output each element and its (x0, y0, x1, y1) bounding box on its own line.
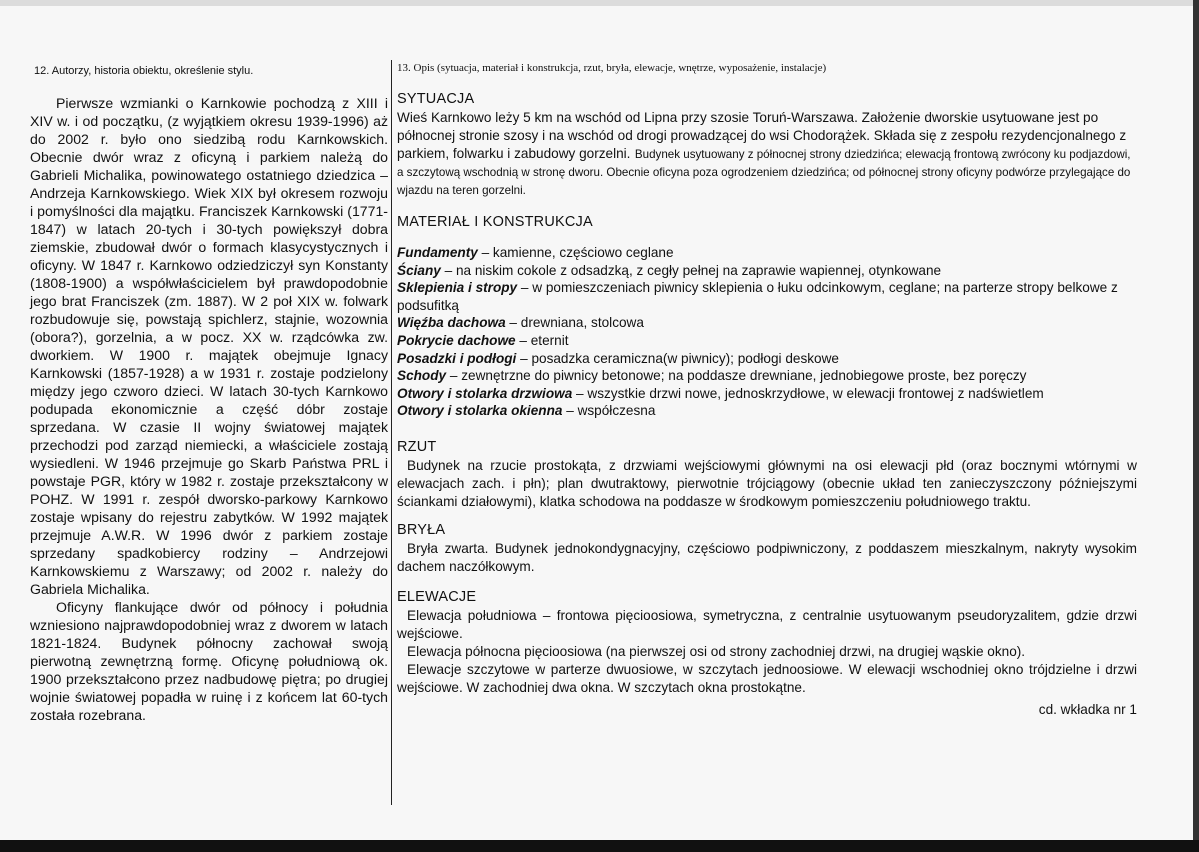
history-paragraph-1: Pierwsze wzmianki o Karnkowie pochodzą z XIII i XIV w. i od początku, (z wyjątkiem okresu 1939-1996) aż do 2002 r. było ono siedzibą rodu Karnkowskich. Obecnie dwór wraz z oficyną i parkiem należą do Gabrieli Michalika, powinowatego ostatniego dziedzica – Andrzeja Karnkowskiego. Wiek XIX był okresem rozwoju i pomyślności dla majątku. Franciszek Karnkowski (1771-1847) w latach 20-tych i 30-tych powiększył dobra ziemskie, zbudował dwór o formach klasycystycznych i oficyny. W 1847 r. Karnkowo odziedziczył syn Konstanty (1808-1900) a współwłaścicielem był prawdopodobnie jego brat Franciszek (zm. 1887). W 2 poł XIX w. folwark rozbudowuje się, powstają spichlerz, stajnie, wozownia (obora?), gorzelnia, a w pocz. XX w. rządcówka zw. dworkiem. W 1900 r. majątek obejmuje Ignacy Karnkowski (1857-1928) a w 1931 r. zostaje podzielony między jego czworo dzieci. W latach 30-tych Karnkowo podupada ekonomicznie a część dóbr zostaje sprzedana. W czasie II wojny światowej majątek przechodzi pod zarząd niemiecki, a właściciele zostają wysiedleni. W 1946 przejmuje go Skarb Państwa PRL i powstaje PGR, który w 1982 r. zostaje przekształcony w POHZ. W 1991 r. zespół dworsko-parkowy Karnkowo zostaje wpisany do rejestru zabytków. W 1992 majątek przejmuje A.W.R. W 1996 dwór z parkiem zostaje sprzedany spadkobiercy rodziny – Andrzejowi Karnkowskiemu z Warszawy; od 2002 r. należy do Gabriela Michalika. (30, 95, 388, 597)
material-item (397, 314, 1137, 332)
elewacje-section (397, 588, 1137, 697)
material-item-text: – w pomieszczeniach piwnicy sklepienia o łuku odcinkowym, ceglane; na parterze stropy belkowe z podsufitką (397, 280, 1118, 313)
elewacje-paragraph-1: Elewacja południowa – frontowa pięcioosiowa, symetryczna, z centralnie usytuowanym pseudoryzalitem, gdzie drzwi wejściowe. (397, 607, 1137, 641)
material-item (397, 244, 1137, 262)
section-12-header: 12. Autorzy, historia obiektu, określenie stylu. (34, 65, 254, 77)
scan-right-edge (1193, 0, 1199, 852)
bryla-text: Bryła zwarta. Budynek jednokondygnacyjny, częściowo podpiwniczony, z poddaszem mieszkalnym, nakryty wysokim dachem naczółkowym. (397, 540, 1137, 574)
material-section (397, 213, 1137, 420)
material-item-label: Sklepienia i stropy (397, 280, 518, 296)
material-title: MATERIAŁ I KONSTRUKCJA (397, 214, 593, 230)
material-item-text: – zewnętrzne do piwnicy betonowe; na poddasze drewniane, jednobiegowe proste, bez poręczy (446, 368, 1027, 384)
section-13-header: 13. Opis (sytuacja, materiał i konstrukcja, rzut, bryła, elewacje, wnętrze, wyposażenie, instalacje) (397, 62, 827, 74)
material-item (397, 385, 1137, 403)
material-item-text: – współczesna (562, 403, 656, 419)
material-item-label: Schody (397, 368, 447, 384)
material-item-label: Więźba dachowa (397, 315, 506, 331)
history-paragraph-2: Oficyny flankujące dwór od północy i południa wzniesiono najprawdopodobniej wraz z dworem w latach 1821-1824. Budynek północny zachował swoją pierwotną zewnętrzną formę. Oficynę południową ok. 1900 przekształcono przez nadbudowę piętra; po drugiej wojnie światowej popadła w ruinę i z końcem lat 60-tych została rozebrana. (30, 599, 388, 723)
material-item (397, 402, 1137, 420)
material-item-label: Pokrycie dachowe (397, 332, 516, 348)
scan-top-edge (0, 0, 1199, 6)
material-item-text: – posadzka ceramiczna(w piwnicy); podłogi deskowe (516, 350, 839, 366)
column-divider (391, 60, 392, 805)
material-item-label: Fundamenty (397, 245, 478, 260)
material-item-label: Otwory i stolarka okienna (397, 403, 563, 419)
material-item (397, 350, 1137, 368)
material-item-text: – drewniana, stolcowa (505, 315, 644, 331)
sytuacja-building-text: Budynek usytuowany z północnej strony dziedzińca; elewacją frontową zwrócony ku podjazdowi, a szczytową wschodnią w stronę dworu. Obecnie oficyna poza ogrodzeniem dziedzińca; od północnej strony oficyny podwórze przylegające do wjazdu na teren gorzelni. (397, 148, 1131, 197)
continuation-note: cd. wkładka nr 1 (1038, 701, 1137, 717)
material-item-text: – wszystkie drzwi nowe, jednoskrzydłowe, w elewacji frontowej z nadświetlem (572, 385, 1044, 401)
history-column (30, 60, 388, 724)
material-item-text: – na niskim cokole z odsadzką, z cegły pełnej na zaprawie wapiennej, otynkowane (440, 262, 942, 278)
material-item-label: Ściany (397, 262, 441, 278)
elewacje-paragraph-2: Elewacja północna pięcioosiowa (na pierwszej osi od strony zachodniej drzwi, na drugiej wąskie okno). (407, 643, 1026, 659)
sytuacja-text: Wieś Karnkowo leży 5 km na wschód od Lipna przy szosie Toruń-Warszawa. Założenie dworskie usytuowane jest po północnej stronie szosy i na wschód od drogi prowadzącej do wsi Chodorążek. Składa się z zespołu rezydencjonalnego z parkiem, folwarku i zabudowy gorzelni. (397, 110, 1127, 161)
history-text (30, 94, 388, 724)
elewacje-paragraph-3: Elewacje szczytowe w parterze dwuosiowe, w szczytach jednoosiowe. W elewacji wschodniej okno trójdzielne i drzwi wejściowe. W zachodniej dwa okna. W szczytach okna prostokątne. (397, 661, 1137, 695)
bryla-title: BRYŁA (397, 521, 446, 538)
material-list (397, 244, 1137, 420)
rzut-title: RZUT (397, 438, 437, 455)
bryla-section (397, 521, 1137, 576)
material-item-label: Posadzki i podłogi (397, 350, 517, 366)
material-item-text: – kamienne, częściowo ceglane (477, 245, 674, 260)
material-item (397, 262, 1137, 280)
description-column (397, 60, 1137, 719)
material-item-text: – eternit (515, 332, 569, 348)
material-item (397, 367, 1137, 385)
sytuacja-title: SYTUACJA (397, 91, 475, 107)
rzut-text: Budynek na rzucie prostokąta, z drzwiami wejściowymi głównymi na osi elewacji płd (oraz bocznymi wtórnymi w elewacjach zach. i płn); plan dwutraktowy, pierwotnie trójciągowy (obecnie układ ten zanieczyszczony późniejszymi ściankami działowymi), klatka schodowa na poddasze w środkowym pomieszczeniu południowego traktu. (397, 457, 1137, 509)
elewacje-title: ELEWACJE (397, 588, 477, 605)
material-item (397, 279, 1137, 314)
sytuacja-section (397, 90, 1137, 199)
material-item (397, 332, 1137, 350)
rzut-section (397, 438, 1137, 511)
material-item-label: Otwory i stolarka drzwiowa (397, 385, 573, 401)
scan-bottom-edge (0, 840, 1199, 852)
